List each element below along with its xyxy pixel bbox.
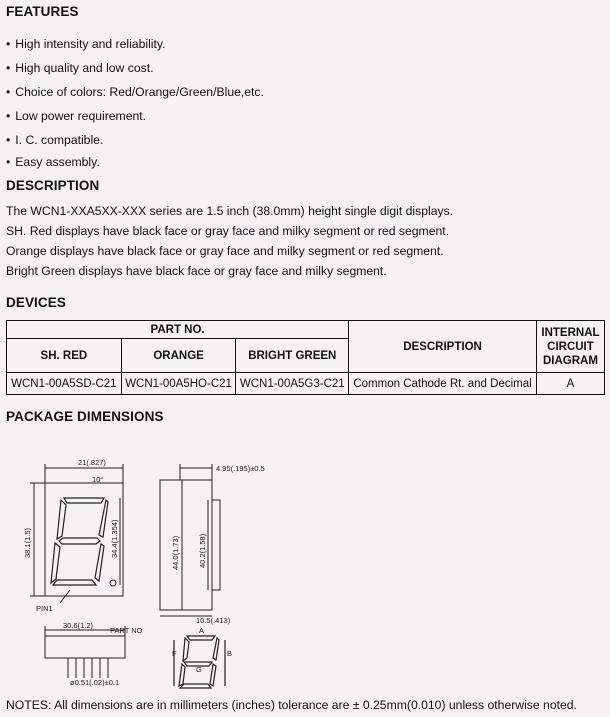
feature-item: • Easy assembly.: [6, 155, 100, 169]
devices-table: [6, 320, 605, 395]
package-drawing: [0, 440, 610, 690]
features-heading: FEATURES: [6, 4, 79, 19]
part-no-label: PART NO: [110, 626, 143, 635]
description-line: Bright Green displays have black face or gray face and milky segment.: [6, 264, 387, 278]
feature-item: • High intensity and reliability.: [6, 37, 165, 51]
description-header: DESCRIPTION: [349, 321, 537, 373]
cell-orange: WCN1-00A5HO-C21: [121, 373, 236, 395]
dim-bottom-width: 30.6(1.2): [63, 621, 94, 630]
description-line: The WCN1-XXA5XX-XXX series are 1.5 inch (38.0mm) height single digit displays.: [6, 204, 454, 218]
col-sh-red: SH. RED: [7, 339, 122, 373]
cell-diagram: A: [536, 373, 604, 395]
cell-description: Common Cathode Rt. and Decimal: [349, 373, 537, 395]
package-heading: PACKAGE DIMENSIONS: [6, 409, 164, 424]
description-line: Orange displays have black face or gray face and milky segment or red segment.: [6, 244, 444, 258]
devices-heading: DEVICES: [6, 295, 66, 310]
feature-item: • High quality and low cost.: [6, 61, 153, 75]
dim-angle: 10°: [92, 475, 104, 484]
part-no-header: PART NO.: [7, 321, 349, 339]
dim-pin: ø0.51(.02)±0.1: [70, 678, 120, 687]
segment-label-g: G: [196, 665, 202, 674]
dim-side-height: 44.0(1.73): [171, 535, 180, 570]
col-bright-green: BRIGHT GREEN: [236, 339, 349, 373]
segment-label-a: A: [199, 626, 205, 635]
dim-side-inner: 40.2(1.58): [198, 533, 207, 568]
col-orange: ORANGE: [121, 339, 236, 373]
notes-text: NOTES: All dimensions are in millimeters (inches) tolerance are ± 0.25mm(0.010) unless otherwise noted.: [6, 698, 577, 712]
cell-bright-green: WCN1-00A5G3-C21: [236, 373, 349, 395]
feature-item: • I. C. compatible.: [6, 133, 103, 147]
description-line: SH. Red displays have black face or gray face and milky segment or red segment.: [6, 224, 450, 238]
dim-side-top: 4.95(.195)±0.5: [216, 464, 265, 473]
segment-label-b: B: [227, 649, 233, 658]
feature-item: • Choice of colors: Red/Orange/Green/Blue,etc.: [6, 85, 264, 99]
dim-height-left: 38.1(1.5): [23, 527, 32, 558]
dim-top-width: 21(.827): [78, 458, 106, 467]
dim-digit-height: 34.4(1.354): [110, 519, 119, 558]
segment-label-f: F: [172, 649, 177, 658]
pin1-label: PIN1: [36, 604, 53, 613]
digit-outline: [51, 498, 108, 585]
description-heading: DESCRIPTION: [6, 178, 100, 193]
segment-diagram: [174, 636, 225, 688]
diagram-header: INTERNAL CIRCUIT DIAGRAM: [536, 321, 604, 373]
cell-sh-red: WCN1-00A5SD-C21: [7, 373, 122, 395]
bottom-view-outline: [45, 636, 125, 658]
feature-item: • Low power requirement.: [6, 109, 146, 123]
dim-side-bottom: 10.5(.413): [196, 616, 231, 625]
decimal-point: [110, 580, 116, 586]
